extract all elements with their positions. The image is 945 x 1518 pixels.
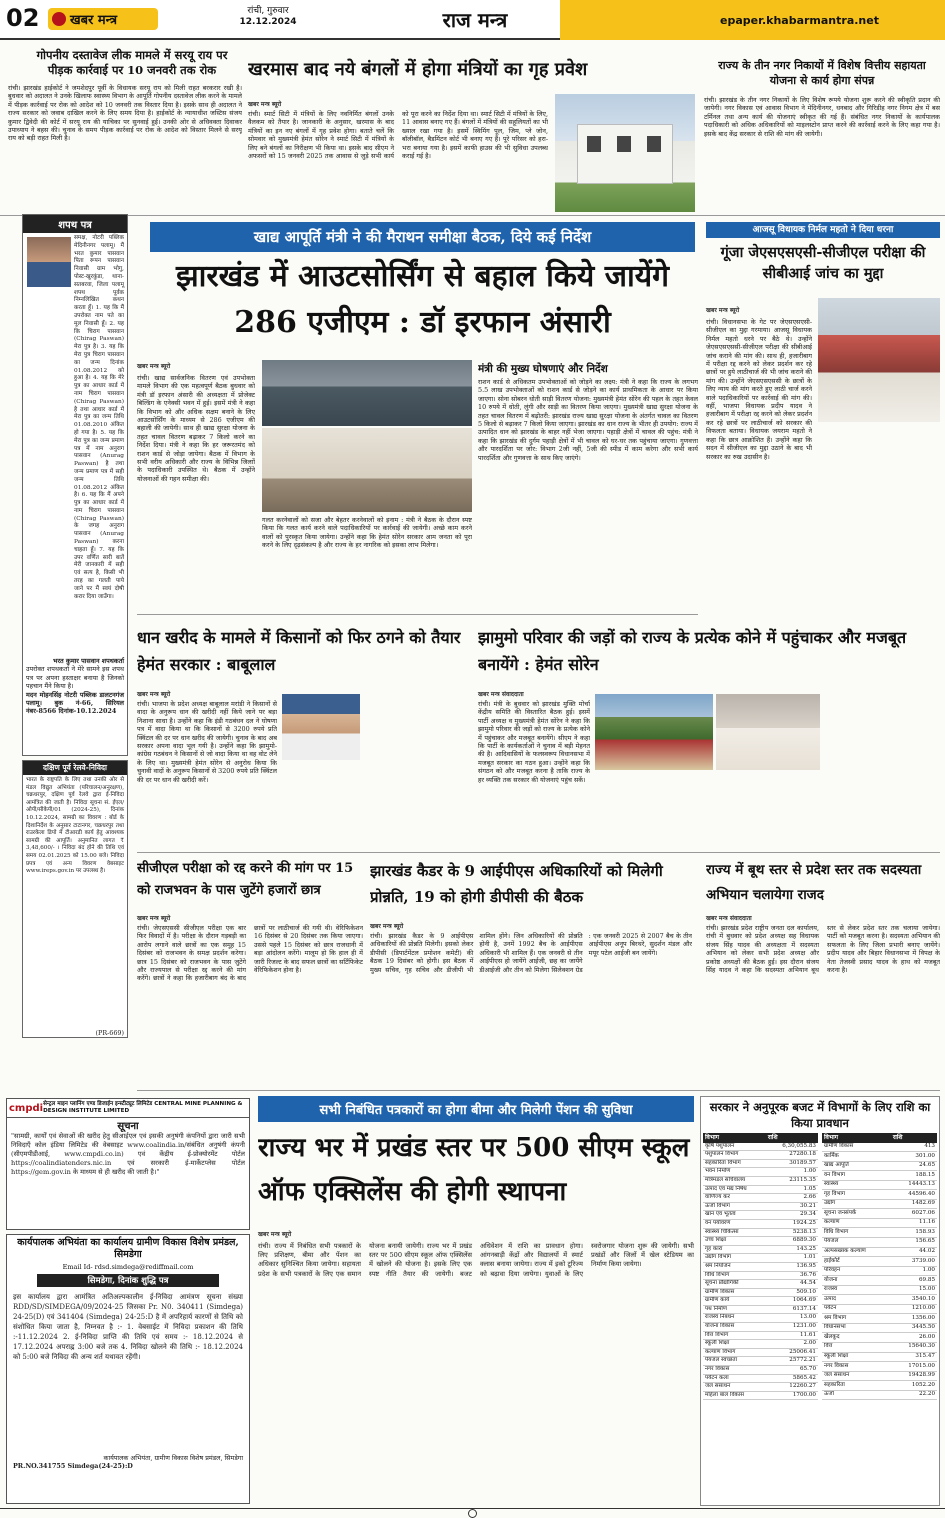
rural-dev-shuddhi: सिमडेगा, दिनांक शुद्धि पत्र xyxy=(37,1274,219,1287)
budget-amount: 69.85 xyxy=(891,1276,937,1286)
budget-dept: स्कूली शिक्षा xyxy=(703,1340,766,1349)
budget-amount: 1210.00 xyxy=(891,1304,937,1314)
city-day: रांची, गुरुवार xyxy=(247,6,289,16)
budget-amount: 15640.30 xyxy=(891,1343,937,1353)
budget-amount: 3445.50 xyxy=(891,1323,937,1333)
budget-amount: 2.00 xyxy=(766,1340,818,1349)
budget-row xyxy=(822,1276,937,1286)
jmm-byline: खबर मन्त्र संवाददाता xyxy=(478,691,524,698)
rural-dev-pr: PR.NO.341755 Simdega(24-25):D xyxy=(13,1462,133,1471)
budget-amount: 44.02 xyxy=(891,1247,937,1257)
brand-name: खबर मन्त्र xyxy=(70,13,118,28)
budget-dept: श्रम विभाग xyxy=(822,1314,891,1324)
railway-tender-title: दक्षिण पूर्व रेलवे-निविदा xyxy=(23,761,127,775)
budget-row xyxy=(703,1245,818,1254)
main-sidebox-title: मंत्री की मुख्य घोषणाएं और निर्देश xyxy=(478,363,608,375)
budget-dept: उत्पाद xyxy=(822,1295,891,1305)
budget-dept: ऊर्जा xyxy=(822,1390,891,1400)
budget-amount: 6027.06 xyxy=(891,1209,937,1219)
budget-amount: 1700.00 xyxy=(766,1391,818,1400)
main-sidebox: राशन कार्ड से अधिकतम उपभोक्ताओं को जोड़ने का लक्ष्य: मंत्री ने कहा कि राज्य के लगभग 5.5 लाख उपभोक्ताओं को राशन कार्ड से जोड़ने का कार्य प्राथमिकता के आधार पर किया जाएगा। सोना सोबरन धोती साड़ी वितरण योजना: मुख्यमंत्री हेमंत सोरेन की पहल के तहत केवल 10 रुपये में धोती, लुंगी और साड़ी का वितरण किया जाएगा। मुख्यमंत्री खाद्य सुरक्षा योजना के तहत चावल वितरण में बढ़ोतरी: झारखंड राज्य खाद्य सुरक्षा योजना के अंतर्गत चावल का वितरण 5 किलो से बढ़ाकर 7 किलो किया जाएगा। झारखंड का धान राज्य के भीतर ही उपयोग: राज्य में उत्पादित धान को झारखंड के बाहर नहीं भेजा जाएगा। पहाड़ी क्षेत्रों में चावल की पहुंच: मंत्री ने कहा कि झारखंड की दुर्गम पहाड़ी क्षेत्रों में भी चावल को घर-घर तक पहुंचाया जाएगा। गुणवत्ता और पारदर्शिता पर जोर: विभाग 2जी नहीं, 5जी की स्पीड में काम करेगा और सभी कार्य पारदर्शिता और गुणवत्ता के साथ किए जाएंगे। xyxy=(478,378,698,462)
budget-amount: 13.00 xyxy=(766,1314,818,1323)
budget-dept: खाद्य आपूर्ति xyxy=(822,1161,891,1171)
protest-kicker: आजसू विधायक निर्मल महतो ने दिया धरना xyxy=(706,222,940,238)
budget-row xyxy=(703,1262,818,1271)
budget-dept: योजना xyxy=(822,1276,891,1286)
budget-row xyxy=(822,1209,937,1219)
budget-row xyxy=(822,1257,937,1267)
budget-amount: 136.95 xyxy=(766,1262,818,1271)
budget-dept: खेलकूद xyxy=(822,1333,891,1343)
rural-dev-email: Email Id- rdsd.simdega@rediffmail.com xyxy=(62,1263,194,1271)
budget-amount: 301.00 xyxy=(891,1152,937,1162)
budget-amount: 30.21 xyxy=(766,1202,818,1211)
budget-dept: खान एवं भूतत्व xyxy=(703,1211,766,1220)
budget-col-dept: विभाग xyxy=(703,1133,766,1143)
protest-byline: खबर मन्त्र ब्यूरो xyxy=(706,307,740,314)
budget-dept: अल्पसंख्यक कल्याण xyxy=(822,1247,891,1257)
cmpdi-body: "सामग्री, कार्यों एवं सेवाओं की खरीद हेतु सीआईएल एवं इसकी अनुषंगी कंपनियों द्वारा जारी सभी निविदाएँ कोल इंडिया लिमिटेड की वेबसाइट www.coalindia.in/संबंधित अनुषंगी कंपनी (सीएमपीडीआई, www.cmpdi.co.in) एवं केंद्रीय ई-प्रोक्योरमेंट पोर्टल https://coalindiatenders.nic.in एवं सरकारी ई-मार्केटप्लेस पोर्टल https://gem.gov.in के माध्यम से ही खरीद की जाती है।" xyxy=(11,1132,245,1176)
affidavit-box xyxy=(22,214,128,756)
budget-amount: 11.16 xyxy=(891,1218,937,1228)
budget-amount: 12260.27 xyxy=(766,1383,818,1392)
budget-row xyxy=(822,1161,937,1171)
affidavit-notary: मदन मोहनसिंह नोटरी पब्लिक डालटनगंज पलामू। बुक नं-66, सिरियल नंबर-8566 दिनांक-10.12.2024 xyxy=(26,690,124,716)
budget-dept: सूचना जनसंपर्क xyxy=(822,1209,891,1219)
cm-headline: राज्य भर में प्रखंड स्तर पर 500 सीएम स्कूल ऑफ एक्सिलेंस की होगी स्थापना xyxy=(258,1133,690,1207)
budget-dept: कल्याण विभाग xyxy=(703,1348,766,1357)
budget-dept: गृह कारा xyxy=(703,1245,766,1254)
registration-mark-icon xyxy=(468,1509,477,1518)
story-civic-body: रांची। झारखंड के तीन नगर निकायों के लिए विशेष रूपये योजना शुरू करने की स्वीकृति प्रदान की जायेगी। नगर विकास एवं आवास विभाग ने मेदिनीनगर, धनबाद और गिरिडीह नगर निगम क्षेत्र में बस टर्मिनल तथा अन्य कार्य की योजनाएं स्वीकृत की गई हैं। संबंधित नगर निकायों के कार्यपालक पदाधिकारी को अधिक अधिकारियों को माइलस्टोन प्राप्त करने की कार्रवाई करने के लिए कहा गया है। इसके बाद केंद्र सरकार से राशि की मांग की जायेगी। xyxy=(704,96,940,138)
budget-row xyxy=(822,1247,937,1257)
budget-dept: हाईकोर्ट xyxy=(822,1257,891,1267)
budget-row xyxy=(822,1218,937,1228)
jmm-headline: झामुमो परिवार की जड़ों को राज्य के प्रत्येक कोने में पहुंचाकर और मजबूत बनायेंगे : हेमंत सोरेन xyxy=(478,628,907,674)
railway-tender-box xyxy=(22,760,128,1038)
story-bungalow-body: रांची। स्मार्ट सिटी में मंत्रियों के लिए नवनिर्मित बंगलों उनके वैलकम को तैयार है। जानकारी के अनुसार, खरमास के बाद मंत्रियों का इन नए बंगलों में गृह प्रवेश होगा। बताते चलें कि सोमवार को मुख्यमंत्री हेमंत सोरेन ने स्मार्ट सिटी में मंत्रियों के लिए बने बंगलों का निरीक्षण भी किया था। इसके बाद सीएम ने अफसरों को 15 जनवरी 2025 तक आवास से जुड़े सभी कार्य को पूरा करने का निर्देश दिया था। स्मार्ट सिटी में मंत्रियों के लिए, 11 आवास बनाए गए हैं। बंगलों में मंत्रियों की सहूलियतों का भी ख्याल रखा गया है। इसमें स्विमिंग पूल, जिम, प्ले जोन, बॉलीबॉल, बैडमिंटन कोर्ट भी बनाए गए हैं। पूरे परिसर को हरा-भरा बनाया गया है। इसमें काफी हाउस की भी सुविधा उपलब्ध कराई गई है। xyxy=(248,110,548,161)
story-saryu-headline: गोपनीय दस्तावेज लीक मामले में सरयू राय पर पीड़क कार्रवाई पर 10 जनवरी तक रोक xyxy=(36,48,228,77)
budget-row xyxy=(822,1333,937,1343)
budget-dept: वन विभाग xyxy=(822,1171,891,1181)
cgl-body: रांची। जेएसएससी सीजीएल परीक्षा एक बार फिर विवादों में है। परीक्षा के दौरान गड़बड़ी का आरोप लगाने वाले छात्रों का एक समूह 15 दिसंबर को राजभवन के समक्ष प्रदर्शन करेगा। छात्र 15 दिसंबर को राजभवन के पास जुटेंगे और राज्यपाल से परीक्षा रद्द करने की मांग करेंगे। छात्रों ने कहा कि हजारीबाग बंद के बाद छात्रों पर लाठीचार्ज की गयी थी। वेरिफिकेशन 16 दिसंबर से 20 दिसंबर तक किया जाएगा। उससे पहले 15 दिसंबर को छात्र राजधानी में बड़ा आंदोलन करेंगे। मालूम हो कि हाल ही में जारी रिजल्ट के बाद सफल छात्रों का सर्टिफिकेट वेरिफिकेशन होना है। xyxy=(137,924,363,983)
budget-row xyxy=(703,1374,818,1383)
budget-amount: 65.70 xyxy=(766,1366,818,1375)
cm-byline: खबर मन्त्र ब्यूरो xyxy=(258,1231,292,1238)
budget-amount: 1482.69 xyxy=(891,1199,937,1209)
budget-amount: 1356.00 xyxy=(891,1314,937,1324)
rural-dev-sign: कार्यपालक अभियंता, ग्रामीण विकास विशेष प्रमंडल, सिमडेगा xyxy=(103,1454,243,1462)
main-photo-meeting xyxy=(262,360,472,426)
budget-row xyxy=(703,1271,818,1280)
budget-dept: विधि विभाग xyxy=(703,1271,766,1280)
budget-row xyxy=(822,1152,937,1162)
budget-dept: जल संसाधन xyxy=(703,1383,766,1392)
protest-body-a: रांची। विधानसभा के गेट पर जेएसएसएसी-सीजीएल का मुद्दा गरमाया। आजसू विधायक निर्मल महतो धरने पर बैठे थे। उन्होंने जेएसएसएससी-सीजीएल परीक्षा की सीबीआई जांच कराने की मांग की। साथ ही, हजारीबाग में परीक्षा रद्द करने को लेकर प्रदर्शन कर रहे छात्रों पर हुये लाठीचार्ज की भी जांच कराने की मांग की। उन्होंने जेएसएसएससी के छात्रों के लिए न्याय की मांग करते हुए लाठी चार्ज करने वाले पदाधिकारियों पर कार्रवाई की मांग की। वहीं, भाजपा विधायक प्रदीप यादव ने हजारीबाग में परीक्षा रद्द करने को लेकर प्रदर्शन कर रहे छात्रों पर लाठीचार्ज को सरकार की विफलता बताया। विधायक जयराम महतो ने कहा कि छात्र आक्रोशित हैं। उन्होंने कहा कि सदन में सीजीएल का मुद्दा उठाने के बाद भी सरकार का रुख उदासीन है। xyxy=(706,318,812,461)
budget-dept: पशुपालन विभाग xyxy=(703,1151,766,1160)
budget-row xyxy=(822,1285,937,1295)
budget-amount: 509.10 xyxy=(766,1288,818,1297)
paddy-body-b xyxy=(282,762,462,842)
budget-row xyxy=(703,1194,818,1203)
budget-dept: उद्योग xyxy=(822,1199,891,1209)
jmm-body-b xyxy=(826,700,940,848)
story-bungalow-byline: खबर मन्त्र ब्यूरो xyxy=(248,101,282,108)
budget-amount: 1.00 xyxy=(891,1266,937,1276)
budget-amount: 1064.69 xyxy=(766,1297,818,1306)
budget-dept: विधानसभा xyxy=(822,1323,891,1333)
budget-amount: 1052.20 xyxy=(891,1381,937,1391)
budget-amount: 6,30,055.83 xyxy=(766,1143,818,1151)
budget-amount: 19428.99 xyxy=(891,1371,937,1381)
budget-row xyxy=(703,1331,818,1340)
budget-row xyxy=(822,1390,937,1400)
budget-amount: 44.54 xyxy=(766,1280,818,1289)
budget-dept: पर्यटन xyxy=(822,1304,891,1314)
page-number: 02 xyxy=(6,4,40,32)
paddy-byline: खबर मन्त्र ब्यूरो xyxy=(137,691,171,698)
budget-row xyxy=(822,1180,937,1190)
budget-row xyxy=(703,1168,818,1177)
budget-row xyxy=(703,1383,818,1392)
budget-amount: 5238.13 xyxy=(766,1228,818,1237)
budget-dept: सूचना प्रौद्योगिकी xyxy=(703,1280,766,1289)
budget-dept: विधि विभाग xyxy=(822,1228,891,1238)
ips-headline: झारखंड कैडर के 9 आईपीएस अधिकारियों को मिलेगी प्रोन्नति, 19 को होगी डीपीसी की बैठक xyxy=(370,862,663,906)
budget-amount: 3739.00 xyxy=(891,1257,937,1267)
budget-amount: 3540.10 xyxy=(891,1295,937,1305)
budget-dept: उद्योग विभाग xyxy=(703,1254,766,1263)
budget-row xyxy=(822,1190,937,1200)
budget-amount: 1.00 xyxy=(766,1168,818,1177)
ips-byline: खबर मन्त्र ब्यूरो xyxy=(370,923,404,930)
rural-dev-title: कार्यपालक अभियंता का कार्यालय ग्रामीण विकास विशेष प्रमंडल, सिमडेगा xyxy=(17,1237,239,1260)
budget-row xyxy=(703,1143,818,1151)
budget-amount: 143.25 xyxy=(766,1245,818,1254)
budget-dept: नगर विकास xyxy=(822,1362,891,1372)
budget-amount: 26.00 xyxy=(891,1333,937,1343)
budget-amount: 23115.35 xyxy=(766,1176,818,1185)
ips-body: रांची। झारखंड कैडर के 9 आईपीएस अधिकारियों की प्रोन्नति मिलेगी। इसको लेकर डीपीसी (डिपार्टमेंटल प्रमोशन कमेटी) की बैठक 19 दिसंबर को होगी। इस बैठक में मुख्य सचिव, गृह सचिव और डीजीपी भी शामिल होंगे। जिन अधिकारियों की प्रोन्नति होनी है, उनमें 1992 बैच के आईपीएस अधिकारी भी शामिल हैं। एक जनवरी से तीन आईपीएस हो जायेंगे आईजी, छह का जायेंगे डीआईजी और तीन को मिलेगा सिलेक्शन ग्रेड : एक जनवरी 2025 से 2007 बैच के तीन आईपीएस अनूप बिरथरे, सुदर्शन मंडल और मयूर पटेल आईजी बन जायेंगे। xyxy=(370,932,692,974)
rural-dev-body: इस कार्यालय द्वारा आमंत्रित अतिअल्पकालीन ई-निविदा आमंत्रण सूचना संख्या RDD/SD/SIMDEGA/09/2024-25 जिसका Pr. N0. 340411 (Simdega) 24-25(D) एवं 341404 (Simdega) 24-25:D है में अपरिहार्य कारणों से तिथि को संशोधित किया जाता है, निम्नवत है :- 1. वेबसाईट में निविदा प्रकाशन की तिथि :-11.12.2024 2. ई-निविदा प्राप्ति की तिथि एवं समय :- 18.12.2024 से 17.12.2024 अपराह्न 3:00 बजे तक 4. निविदा खोलने की तिथि :- 18.12.2024 को 5:00 बजे निविदा की अन्य शर्त यथावत रहेंगी। xyxy=(13,1293,243,1361)
paddy-headline: धान खरीद के मामले में किसानों को फिर ठगने को तैयार हेमंत सरकार : बाबूलाल xyxy=(137,628,461,674)
budget-col-amount: राशि xyxy=(766,1133,818,1143)
budget-row xyxy=(822,1238,937,1248)
section-title: राज मन्त्र xyxy=(442,8,508,32)
budget-dept: कृषि पशुपालन xyxy=(703,1143,766,1151)
budget-table-left xyxy=(703,1133,818,1400)
budget-row xyxy=(822,1314,937,1324)
budget-dept: ग्रामीण कार्य xyxy=(703,1297,766,1306)
budget-dept: कार्मिक xyxy=(822,1152,891,1162)
affidavit-signer: भरत कुमार पासवान शपथकर्ता xyxy=(52,657,124,665)
budget-row xyxy=(822,1323,937,1333)
budget-amount: 158.93 xyxy=(891,1228,937,1238)
budget-dept: राजस्व निबंधन xyxy=(703,1314,766,1323)
budget-amount: 188.15 xyxy=(891,1171,937,1181)
budget-row xyxy=(822,1304,937,1314)
budget-row xyxy=(703,1159,818,1168)
budget-dept: स्वास्थ्य चिकित्सा xyxy=(703,1228,766,1237)
budget-row xyxy=(703,1305,818,1314)
bungalow-photo xyxy=(555,94,695,212)
budget-row xyxy=(822,1266,937,1276)
masthead xyxy=(0,0,945,40)
budget-row xyxy=(703,1228,818,1237)
railway-tender-body: भारत के राष्ट्रपति के लिए तथा उनकी ओर से मंडल विद्युत अभियंता (परिचालन/अनुरक्षण), चक्रधरपुर, दक्षिण पूर्व रेलवे द्वारा ई-निविदा आमंत्रित की जाती है। निविदा सूचना सं. ईएल/ओपी/सीकेपी/01 (2024-25), दिनांक 10.12.2024, सामग्री का विवरण : बोर्ड के दिशानिर्देश के अनुसार टाटानगर, चक्रधरपुर तथा राउरकेला डिपो में टीआरडी कार्य हेतु आवश्यक सामग्री की आपूर्ति। अनुमानित लागत ₹ 3,48,600/- । निविदा बंद होने की तिथि एवं समय 02.01.2025 को 15.00 बजे। निविदा प्रपत्र एवं अन्य विवरण वेबसाइट www.ireps.gov.in पर उपलब्ध है। xyxy=(26,777,124,875)
budget-amount: 22.20 xyxy=(891,1390,937,1400)
budget-dept: पेयजल xyxy=(822,1238,891,1248)
budget-row xyxy=(703,1340,818,1349)
budget-amount: 15.00 xyxy=(891,1285,937,1295)
budget-dept: स्वास्थ्य xyxy=(822,1180,891,1190)
budget-dept: पथ निर्माण xyxy=(703,1305,766,1314)
story-civic-headline: राज्य के तीन नगर निकायों में विशेष वित्तीय सहायता योजना से कार्य होगा संपन्न xyxy=(718,59,926,87)
budget-amount: 11.61 xyxy=(766,1331,818,1340)
budget-row xyxy=(703,1288,818,1297)
budget-box xyxy=(700,1096,940,1506)
budget-dept: योजना विकास xyxy=(703,1323,766,1332)
story-bungalow-headline: खरमास बाद नये बंगलों में होगा मंत्रियों का गृह प्रवेश xyxy=(248,59,588,80)
budget-table-right xyxy=(822,1133,937,1400)
rjd-body: रांची। झारखंड प्रदेश राष्ट्रीय जनता दल कार्यालय, रांची में बुधवार को प्रदेश अध्यक्ष सह विधायक संजय सिंह यादव की अध्यक्षता में सदस्यता अभियान को लेकर सभी प्रदेश अध्यक्ष और प्रकोष्ठ अध्यक्षों की बैठक हुई। इस दौरान संजय सिंह यादव ने कहा कि सदस्यता अभियान बूथ स्तर से लेकर प्रदेश स्तर तक चलाया जायेगा। पार्टी को मजबूत करना है। सदस्यता अभियान की सफलता के लिए जिला प्रभारी बनाए जायेंगे। प्रदीप यादव और बिहार विधानसभा में विपक्ष के नेता तेजस्वी प्रसाद यादव के हाथ को मजबूत करना है। xyxy=(706,924,940,975)
budget-dept: स्कूली शिक्षा xyxy=(822,1352,891,1362)
budget-row xyxy=(703,1323,818,1332)
railway-tender-code: (PR-669) xyxy=(95,1029,124,1037)
budget-amount: 5865.42 xyxy=(766,1374,818,1383)
main-band: खाद्य आपूर्ति मंत्री ने की मैराथन समीक्षा बैठक, दिये कई निर्देश xyxy=(150,222,695,252)
brand-badge xyxy=(48,8,158,30)
budget-amount: 413 xyxy=(891,1143,937,1152)
budget-amount: 24.65 xyxy=(891,1161,937,1171)
budget-amount: 156.65 xyxy=(891,1238,937,1248)
budget-row xyxy=(703,1357,818,1366)
budget-row xyxy=(822,1362,937,1372)
story-saryu-body: रांची। झारखंड हाईकोर्ट ने जमशेदपुर पूर्वी के विधायक सरयू राय को मिली राहत बरकरार रखी है। बुधवार को अदालत ने उनके खिलाफ स्वास्थ्य विभाग के आपूर्ति गोपनीय दस्तावेज लीक करने के मामले में पीड़क कार्रवाई पर रोक को आदेश को 10 जनवरी तक विस्तार दिया है। इसके साथ ही अदालत ने राज्य सरकार को जवाब दाखिल करने के लिए समय दिया है। हाईकोर्ट के न्यायाधीश जस्टिस संजय कुमार द्विवेदी की कोर्ट में सरयू राय की याचिका पर सुनवाई हुई। उनकी ओर से अधिवक्ता दिवाकर उपाध्याय ने बहस की। चुनाव के समय पीड़क कार्रवाई पर रोक के आदेश को विस्तार मिलने से सरयू राय को बड़ी राहत मिली है। xyxy=(8,84,242,143)
cgl-headline: सीजीएल परीक्षा को रद्द करने की मांग पर 15 को राजभवन के पास जुटेंगे हजारों छात्र xyxy=(137,861,354,898)
dateline xyxy=(228,6,308,28)
cmpdi-header xyxy=(7,1099,249,1118)
issue-date: 12.12.2024 xyxy=(239,17,297,27)
budget-row xyxy=(703,1219,818,1228)
affidavit-photo xyxy=(27,237,71,287)
budget-dept: जल संसाधन xyxy=(822,1371,891,1381)
budget-dept: सहकारिता xyxy=(822,1381,891,1391)
affidavit-body: समक्ष, नोटरी पब्लिक मेदिनीनगर पलामू। मैं भरत कुमार पासवान पिता रूपन पासवान निवासी ग्राम भोगु, पोस्ट-खुरकुंडा, थाना-सतबरवा, जिला पलामू शपथ पूर्वक निम्नलिखित कथन करता हूँ। 1. यह कि मैं उपरोक्त नाम पते का मूल निवासी हूँ। 2. यह कि चिराग पासवान (Chirag Paswan) मेरा पुत्र है। 3. यह कि मेरा पुत्र चिराग पासवान का जन्म दिनांक 01.08.2012 को हुआ है। 4. यह कि मेरे पुत्र का आधार कार्ड में नाम चिराग पासवान (Chirag Paswan) है तथा आधार कार्ड में मेरा पुत्र का जन्म तिथि 01.08.2010 अंकित हो गया है। 5. यह कि मेरा पुत्र का जन्म प्रमाण पत्र में नाम अनुराग पासवान (Anurag Paswan) है तथा जन्म प्रमाण पत्र में सही जन्म तिथि 01.08.2012 अंकित है। 6. यह कि मैं अपने पुत्र का आधार कार्ड में नाम चिराग पासवान (Chirag Paswan) के जगह अनुराग पासवान (Anurag Paswan) करना चाहता हूँ। 7. यह कि उपर वर्णित सारी बातें मेरी जानकारी में सही एवं सत्य है, किसी भी तरह का गलती पाये जाने पर मैं स्वयं दोषी करार दिया जाउँगा। xyxy=(74,235,124,600)
cm-body: रांची। राज्य में निबंधित सभी पत्रकारों के लिए प्रशिक्षण, बीमा और पेंशन का अधिकार सुनिश्चित किया जायेगा। सहायता प्रदेश के सभी पत्रकारों के लिए एक समान योजना बनायी जायेगी। राज्य भर में प्रखंड स्तर पर 500 सीएम स्कूल ऑफ एक्सिलेंस में खोलने की योजना है। इसके लिए एक स्पष्ट नीति तैयार की जायेगी। बजट अधिवेशन में राशि का प्रावधान होगा। आंगनबाड़ी केंद्रों और विद्यालयों में स्मार्ट क्लास बनाया जायेगा। राज्य में इको टूरिज्म को बढ़ावा दिया जायेगा। युवाओं के लिए स्वरोजगार योजना शुरू की जायेगी। सभी प्रखंडों और जिलों में खेल स्टेडियम का निर्माण किया जायेगा। xyxy=(258,1242,694,1278)
budget-row xyxy=(822,1199,937,1209)
budget-amount: 6137.14 xyxy=(766,1305,818,1314)
rjd-headline: राज्य में बूथ स्तर से प्रदेश स्तर तक सदस्यता अभियान चलायेगा राजद xyxy=(706,862,922,903)
cmpdi-notice xyxy=(6,1098,250,1230)
budget-amount: 29.34 xyxy=(766,1211,818,1220)
budget-amount: 315.47 xyxy=(891,1352,937,1362)
paddy-body: रांची। भाजपा के प्रदेश अध्यक्ष बाबूलाल मरांडी ने किसानों से वादा के अनुरूप धान की खरीदी नहीं किये जाने पर बड़ा निशाना साधा है। उन्होंने कहा कि इंडी गठबंधन दल ने घोषणा पत्र में वादा किया था कि किसानों से 3200 रुपये प्रति क्विंटल की दर पर धान खरीद की जायेगी। चुनाव के बाद अब सरकार अपना वादा भूल गयी है। उन्होंने कहा कि झामुमो-कांग्रेस गठबंधन ने किसानों से जो वादा किया था वह वोट लेने के लिए था। मुख्यमंत्री हेमंत सोरेन से अनुरोध किया कि चुनावी वादों के अनुरूप किसानों से 3200 रुपये प्रति क्विंटल की दर पर धान की खरीदी करें। xyxy=(137,700,277,784)
budget-dept: महिला बाल विकास xyxy=(703,1391,766,1400)
budget-amount: 44596.40 xyxy=(891,1190,937,1200)
budget-amount: 1924.25 xyxy=(766,1219,818,1228)
jmm-photo-crowd xyxy=(595,694,713,770)
budget-row xyxy=(703,1280,818,1289)
budget-dept: परिवहन xyxy=(822,1266,891,1276)
budget-amount: 2.66 xyxy=(766,1194,818,1203)
budget-amount: 30189.57 xyxy=(766,1159,818,1168)
budget-dept: वाणिज्य कर xyxy=(703,1194,766,1203)
budget-dept: राजस्व xyxy=(822,1285,891,1295)
budget-dept: उच्च शिक्षा xyxy=(703,1237,766,1246)
budget-dept: ग्रामीण विकास xyxy=(822,1143,891,1152)
budget-dept: कल्याण xyxy=(822,1218,891,1228)
budget-row xyxy=(703,1348,818,1357)
budget-amount: 1231.00 xyxy=(766,1323,818,1332)
budget-amount: 25772.21 xyxy=(766,1357,818,1366)
main-byline: खबर मन्त्र ब्यूरो xyxy=(137,363,171,370)
cgl-byline: खबर मन्त्र ब्यूरो xyxy=(137,915,171,922)
budget-dept: पेयजल स्वच्छता xyxy=(703,1357,766,1366)
rjd-byline: खबर मन्त्र संवाददाता xyxy=(706,915,752,922)
budget-headline: सरकार ने अनुपूरक बजट में विभागों के लिए राशि का किया प्रावधान xyxy=(709,1100,931,1130)
protest-headline: गूंजा जेएसएसएसी-सीजीएल परीक्षा की सीबीआई जांच का मुद्दा xyxy=(720,244,926,282)
budget-col-amount-2: राशि xyxy=(891,1133,937,1143)
budget-amount: 14443.13 xyxy=(891,1180,937,1190)
budget-row xyxy=(822,1228,937,1238)
budget-row xyxy=(822,1143,937,1152)
budget-dept: मंत्रिमंडल सचिवालय xyxy=(703,1176,766,1185)
budget-row xyxy=(703,1391,818,1400)
main-body: रांची। खाद्य सार्वजनिक वितरण एवं उपभोक्ता मामले विभाग की एक महत्वपूर्ण बैठक बुधवार को मंत्री डॉ इरफान अंसारी की अध्यक्षता में प्रोजेक्ट बिल्डिंग के एनेक्सी भवन में हुई। इसमें मंत्री ने कहा कि विभाग को और अधिक सक्षम बनाने के लिए आउटसोर्सिंग के माध्यम से 286 एजीएम की बहाली की जायेगी। साथ ही खाद्य सुरक्षा योजना के तहत चावल वितरण बढ़ाकर 7 किलो करने का निर्देश दिया। मंत्री ने कहा कि हर जरूरतमंद को राशन कार्ड से जोड़ा जायेगा। बैठक में विभाग के सभी वरीय अधिकारी और राज्य के विभिन्न जिलाों के पदाधिकारी उपस्थित थे। बैठक में उन्होंने योजनाओं की गहन समीक्षा की। xyxy=(137,374,255,483)
budget-dept: पर्यटन कला xyxy=(703,1374,766,1383)
budget-dept: नगर विकास xyxy=(703,1366,766,1375)
brand-logo-icon xyxy=(52,12,66,26)
budget-row xyxy=(703,1237,818,1246)
budget-amount: 1.01 xyxy=(766,1254,818,1263)
budget-row xyxy=(703,1254,818,1263)
protest-photo xyxy=(818,298,940,422)
budget-row xyxy=(703,1211,818,1220)
budget-dept: ऊर्जा विभाग xyxy=(703,1202,766,1211)
budget-dept: वन पर्यावरण xyxy=(703,1219,766,1228)
budget-dept: भवन निर्माण xyxy=(703,1168,766,1177)
website-link[interactable]: epaper.khabarmantra.net xyxy=(720,14,879,27)
budget-dept: श्रम नियोजन xyxy=(703,1262,766,1271)
main-headline: झारखंड में आउटसोर्सिंग से बहाल किये जायेंगे 286 एजीएम : डॉ इरफान अंसारी xyxy=(175,259,670,340)
budget-row xyxy=(822,1381,937,1391)
budget-row xyxy=(703,1202,818,1211)
budget-row xyxy=(822,1171,937,1181)
main-pull: गलत करनेवालों को सजा और बेहतर करनेवालों को इनाम : मंत्री ने बैठक के दौरान स्पष्ट किया कि गलत कार्य करने वाले पदाधिकारियों पर कार्रवाई की जायेगी। अच्छे काम करने वालों को पुरस्कृत किया जायेगा। उन्होंने कहा कि हेमंत सोरेन सरकार आम जनता को पूरा करने के लिए दृढ़संकल्प है और राज्य के हर नागरिक को इसका लाभ मिलेगा। xyxy=(262,516,472,550)
budget-row xyxy=(703,1151,818,1160)
budget-dept: सहकारिता विभाग xyxy=(703,1159,766,1168)
budget-row xyxy=(703,1366,818,1375)
jmm-body: रांची। मंत्री के बुधवार को झारखंड मुक्ति मोर्चा केंद्रीय समिति की विस्तारित बैठक हुई। इसमें पार्टी अध्यक्ष व मुख्यमंत्री हेमंत सोरेन ने कहा कि झामुमो परिवार की जड़ों को राज्य के प्रत्येक कोने में पहुंचाकर और मजबूत बनायेंगे। सीएम ने कहा कि पार्टी के कार्यकर्ताओं ने चुनाव में बड़ी मेहनत की है। आदिवासियों के फलस्वरूप विधानसभा में मजबूत सरकार का गठन हुआ। उन्होंने कहा कि संगठन को और मजबूत करना है ताकि राज्य के हर व्यक्ति तक सरकार की योजनाएं पहुंच सकें। xyxy=(478,700,590,784)
budget-amount: 17015.00 xyxy=(891,1362,937,1372)
cmpdi-title: सूचना xyxy=(117,1121,139,1132)
budget-row xyxy=(822,1295,937,1305)
budget-row xyxy=(822,1371,937,1381)
footer-bar xyxy=(0,1508,945,1517)
cmpdi-org: सेन्ट्रल माइन प्लानिंग एण्ड डिजाईन इन्स्टीट्यूट लिमिटेड CENTRAL MINE PLANNING & DESIGN INSTITUTE LIMITED xyxy=(43,1101,243,1114)
budget-row xyxy=(822,1352,937,1362)
budget-row xyxy=(822,1343,937,1353)
affidavit-title: शपथ पत्र xyxy=(23,215,127,233)
budget-dept: ग्रामीण विकास xyxy=(703,1288,766,1297)
jmm-photo-cm xyxy=(716,694,820,770)
budget-amount: 6889.30 xyxy=(766,1237,818,1246)
rural-dev-notice xyxy=(6,1234,250,1504)
budget-dept: वित्त xyxy=(822,1343,891,1353)
budget-amount: 1.05 xyxy=(766,1185,818,1194)
paddy-photo xyxy=(282,694,360,760)
budget-col-dept-2: विभाग xyxy=(822,1133,891,1143)
budget-dept: गृह विभाग xyxy=(822,1190,891,1200)
budget-amount: 36.76 xyxy=(766,1271,818,1280)
protest-body-b xyxy=(818,428,940,634)
budget-row xyxy=(703,1297,818,1306)
cm-band: सभी निबंधित पत्रकारों का होगा बीमा और मिलेगी पेंशन की सुविधा xyxy=(258,1096,694,1122)
affidavit-footer: उपरोक्त शपथकर्ता ने मेरे सामने इस शपथ पत्र पर अपना हस्ताक्षर बनाया है जिनको पहचान मैंने किया है। xyxy=(26,665,124,691)
budget-amount: 27280.18 xyxy=(766,1151,818,1160)
main-photo-minister xyxy=(262,428,472,512)
budget-amount: 25006.41 xyxy=(766,1348,818,1357)
cmpdi-logo-icon: cmpdi xyxy=(9,1102,44,1114)
budget-dept: वित्त विभाग xyxy=(703,1331,766,1340)
budget-dept: उत्पाद एवं मद्य निषेध xyxy=(703,1185,766,1194)
budget-row xyxy=(703,1176,818,1185)
budget-row xyxy=(703,1185,818,1194)
budget-row xyxy=(703,1314,818,1323)
